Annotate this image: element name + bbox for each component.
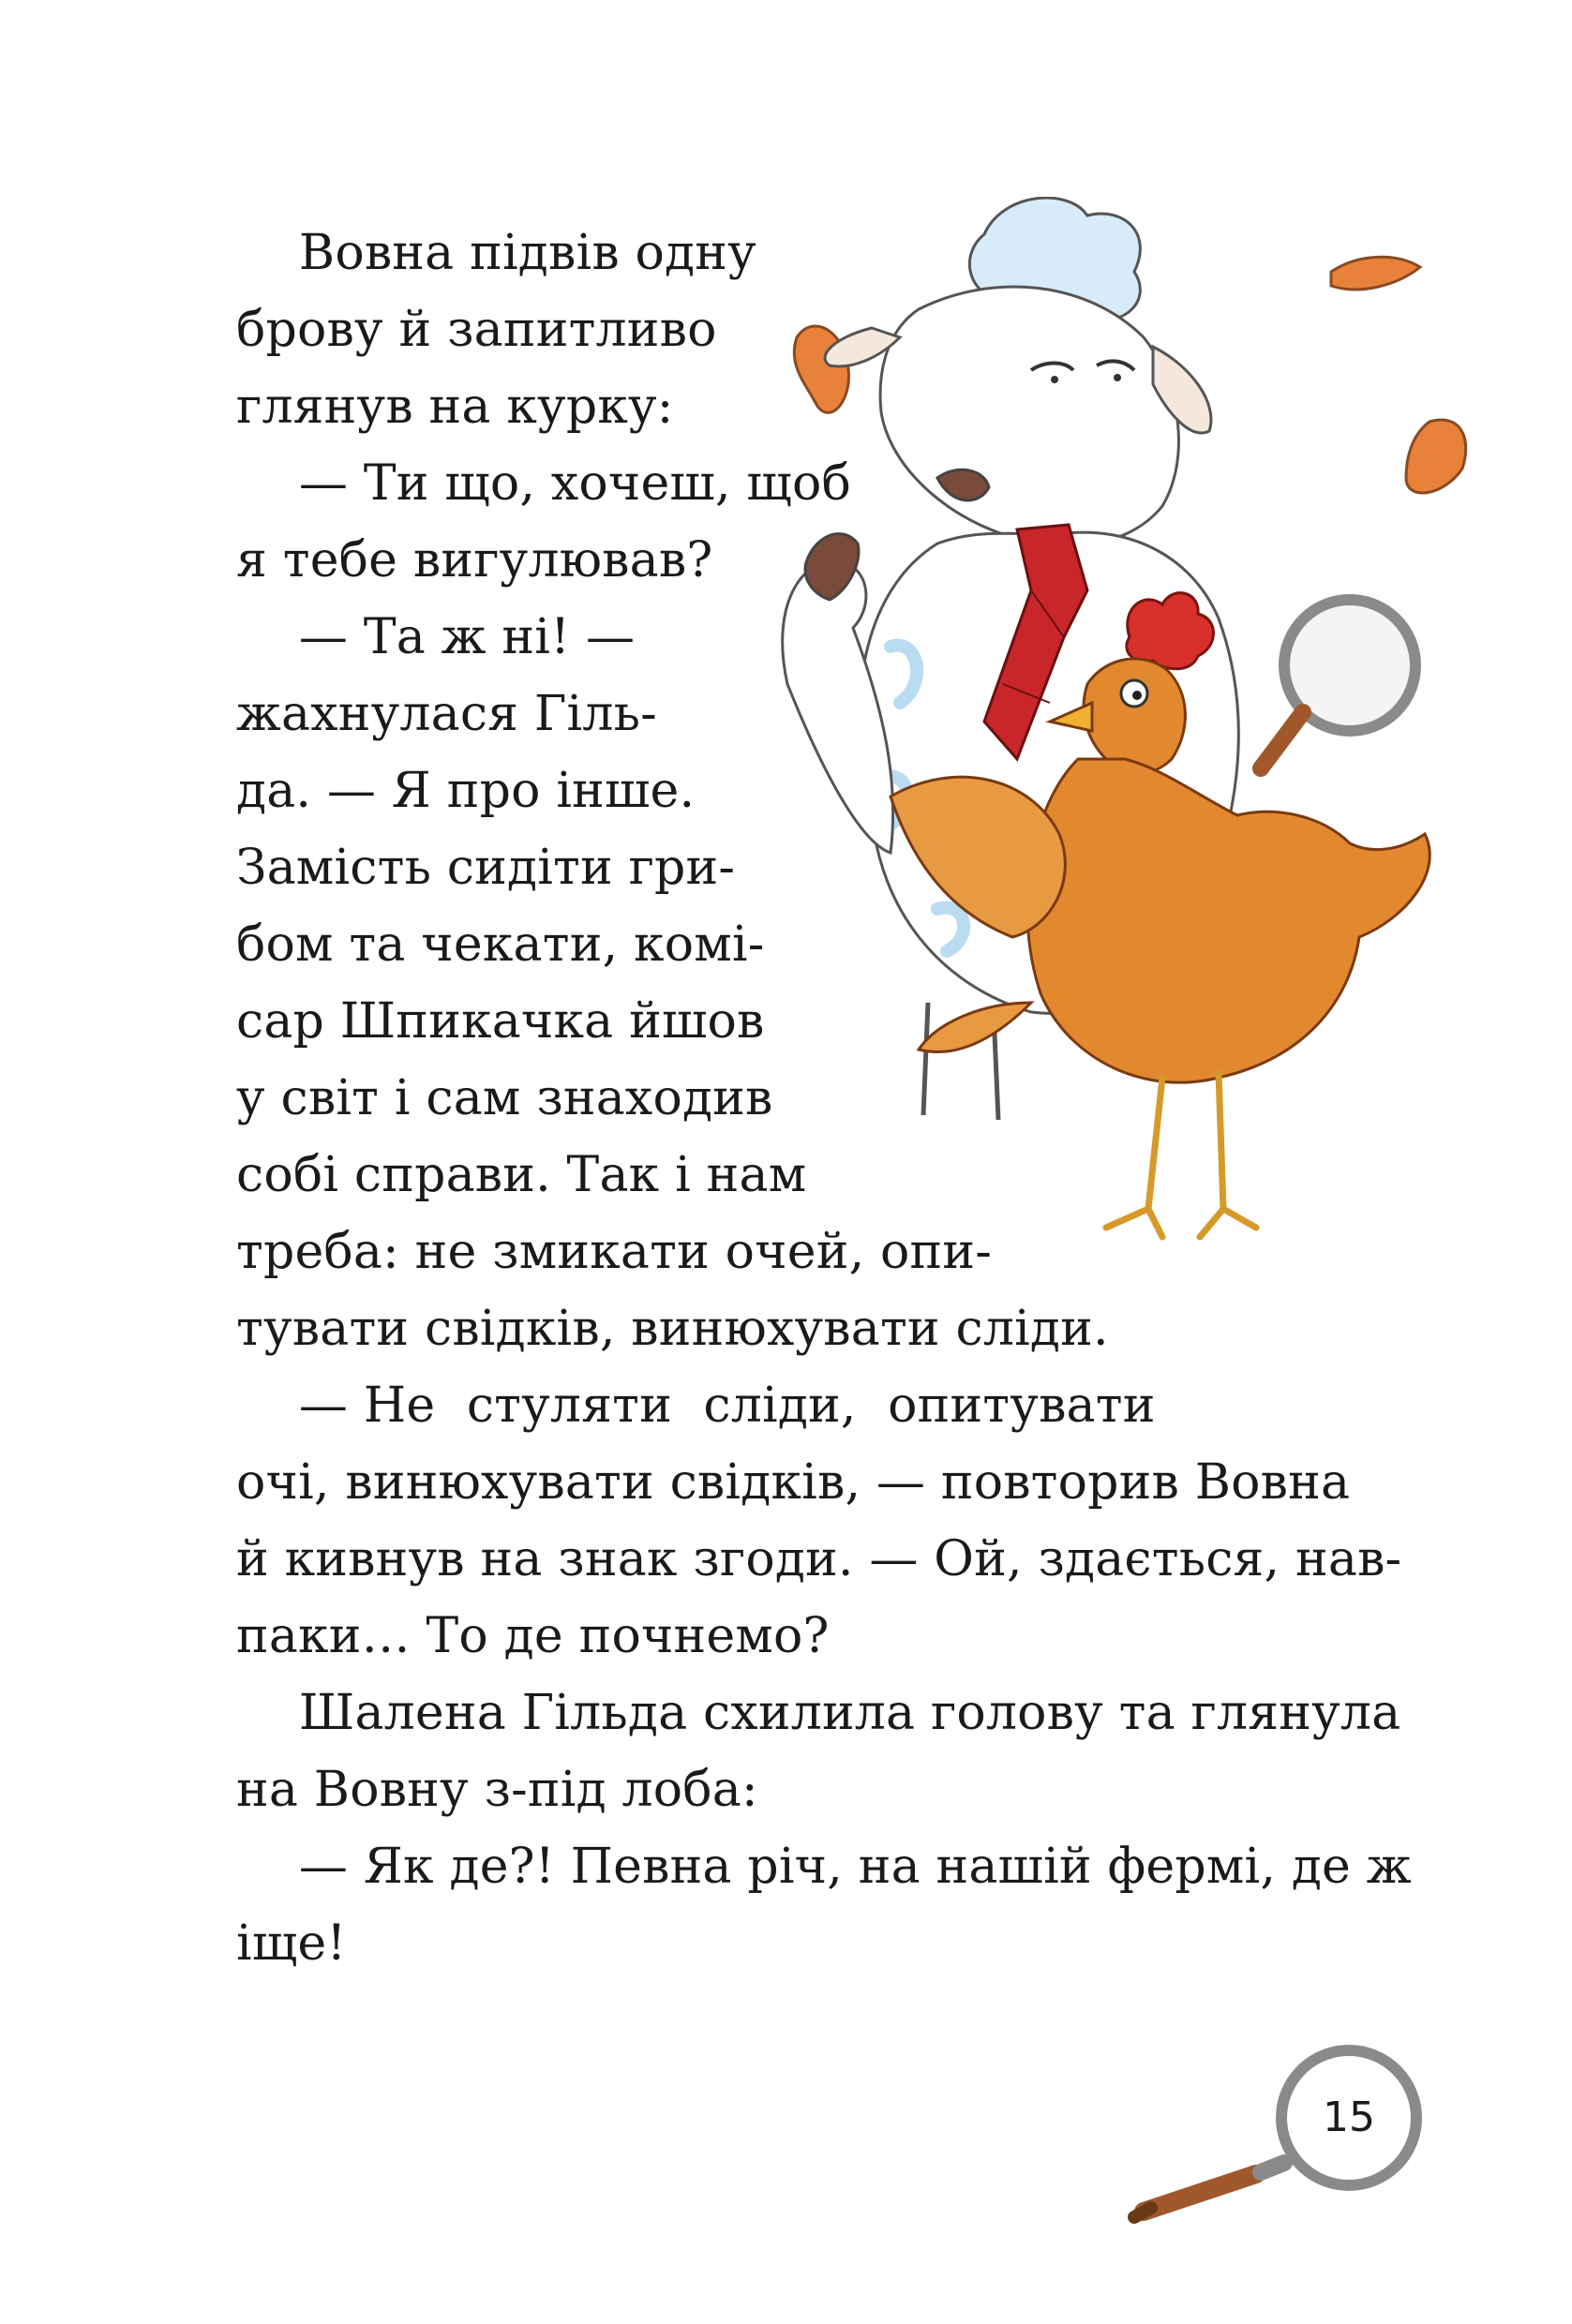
text-line: у світ і сам знаходив [236,1070,773,1126]
magnifying-glass-icon [1261,600,1415,768]
text-line: да. — Я про інше. [236,763,696,819]
text-line: Замість сидіти гри- [236,840,736,896]
text-line: брову й запитливо [236,302,717,358]
text-line: Шалена Гільда схилила голову та глянула [236,1685,1401,1741]
text-line: іще! [236,1915,347,1972]
text-line: — Не стуляти сліди, опитувати [236,1378,1156,1434]
text-line: очі, винюхувати свідків, — повторив Вовна [236,1454,1351,1511]
text-line: бом та чекати, комі- [236,916,765,973]
text-line: — Як де?! Певна річ, на нашій фермі, де ж [236,1839,1412,1895]
text-line: собі справи. Так і нам [236,1147,807,1203]
text-line: й кивнув на знак згоди. — Ой, здається, нав- [236,1531,1402,1587]
text-line: сар Шпикачка йшов [236,993,765,1050]
text-line: я тебе вигулював? [236,532,713,588]
text-line: глянув на курку: [236,379,674,435]
text-line: — Та ж ні! — [236,609,636,665]
page-number: 15 [1323,2093,1375,2141]
text-line: Вовна підвів одну [236,225,756,281]
text-line: — Ти що, хочеш, щоб [236,455,851,512]
text-line: треба: не змикати очей, опи- [236,1224,993,1280]
page-number-magnifier-icon [1125,2043,1444,2249]
text-line: тувати свідків, винюхувати сліди. [236,1301,1109,1357]
text-line: жахнулася Гіль- [236,686,657,742]
text-line: паки… То де почнемо? [236,1608,830,1664]
sheep-and-hen-illustration [750,197,1519,1349]
text-line: на Вовну з-під лоба: [236,1762,758,1818]
